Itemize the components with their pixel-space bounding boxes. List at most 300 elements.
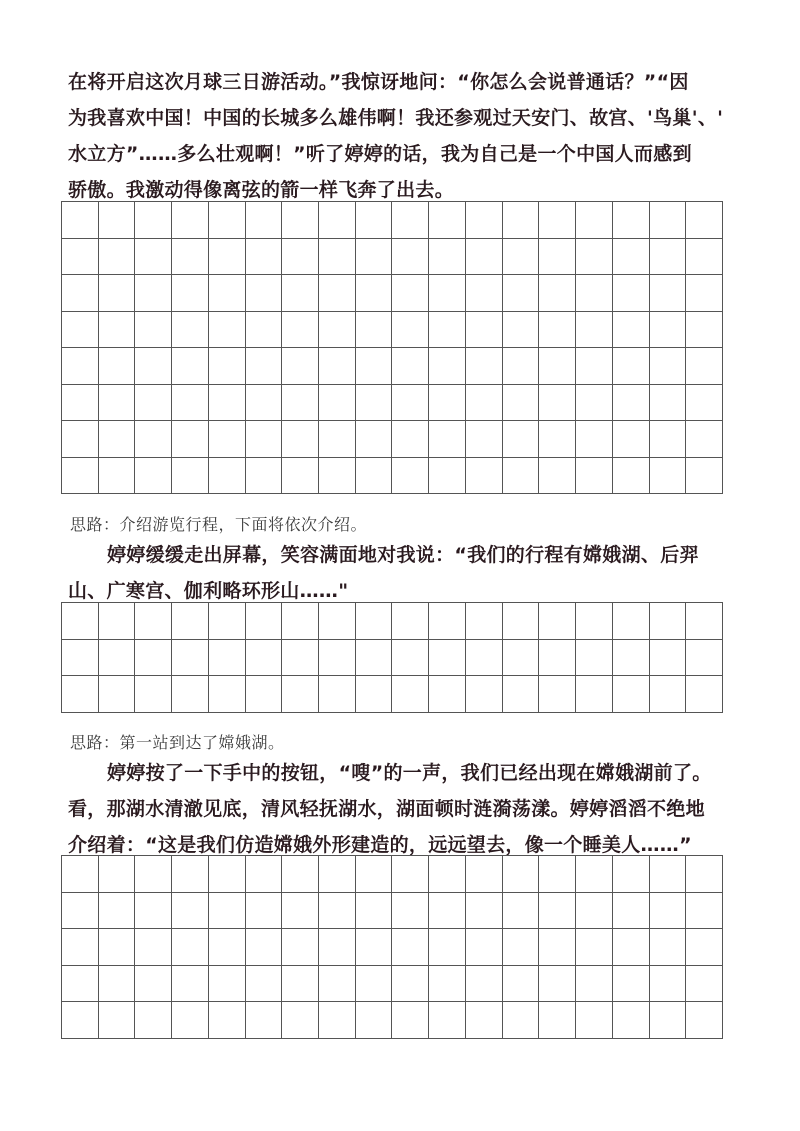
grid-cell[interactable]	[466, 676, 503, 713]
grid-cell[interactable]	[539, 856, 576, 893]
grid-cell[interactable]	[503, 348, 540, 385]
grid-cell[interactable]	[356, 421, 393, 458]
grid-cell[interactable]	[576, 966, 613, 1003]
grid-cell[interactable]	[135, 421, 172, 458]
grid-cell[interactable]	[99, 385, 136, 422]
grid-cell[interactable]	[172, 421, 209, 458]
grid-cell[interactable]	[172, 348, 209, 385]
grid-cell[interactable]	[62, 421, 99, 458]
grid-cell[interactable]	[209, 385, 246, 422]
grid-cell[interactable]	[392, 603, 429, 640]
grid-cell[interactable]	[319, 929, 356, 966]
grid-cell[interactable]	[209, 929, 246, 966]
grid-cell[interactable]	[246, 676, 283, 713]
grid-cell[interactable]	[576, 458, 613, 495]
grid-cell[interactable]	[319, 202, 356, 239]
grid-cell[interactable]	[319, 275, 356, 312]
grid-cell[interactable]	[356, 348, 393, 385]
grid-cell[interactable]	[539, 421, 576, 458]
grid-cell[interactable]	[99, 640, 136, 677]
writing-grid-2[interactable]	[61, 602, 723, 713]
grid-cell[interactable]	[356, 603, 393, 640]
grid-cell[interactable]	[650, 966, 687, 1003]
grid-cell[interactable]	[356, 275, 393, 312]
grid-cell[interactable]	[429, 421, 466, 458]
grid-cell[interactable]	[613, 348, 650, 385]
grid-cell[interactable]	[429, 676, 466, 713]
grid-cell[interactable]	[282, 856, 319, 893]
grid-cell[interactable]	[246, 929, 283, 966]
grid-cell[interactable]	[172, 275, 209, 312]
grid-cell[interactable]	[576, 275, 613, 312]
grid-cell[interactable]	[99, 966, 136, 1003]
grid-cell[interactable]	[392, 421, 429, 458]
grid-cell[interactable]	[172, 458, 209, 495]
grid-cell[interactable]	[650, 202, 687, 239]
grid-cell[interactable]	[466, 1002, 503, 1039]
grid-cell[interactable]	[503, 275, 540, 312]
grid-cell[interactable]	[686, 202, 723, 239]
grid-cell[interactable]	[135, 640, 172, 677]
grid-cell[interactable]	[99, 202, 136, 239]
grid-cell[interactable]	[246, 640, 283, 677]
grid-cell[interactable]	[356, 239, 393, 276]
grid-cell[interactable]	[650, 929, 687, 966]
grid-cell[interactable]	[539, 312, 576, 349]
grid-cell[interactable]	[62, 676, 99, 713]
grid-cell[interactable]	[686, 458, 723, 495]
writing-grid-1[interactable]	[61, 201, 723, 494]
grid-cell[interactable]	[429, 348, 466, 385]
grid-cell[interactable]	[246, 458, 283, 495]
grid-cell[interactable]	[99, 239, 136, 276]
grid-cell[interactable]	[539, 929, 576, 966]
grid-cell[interactable]	[209, 275, 246, 312]
grid-cell[interactable]	[209, 1002, 246, 1039]
grid-row	[62, 640, 723, 677]
grid-cell[interactable]	[466, 893, 503, 930]
grid-cell[interactable]	[246, 856, 283, 893]
grid-cell[interactable]	[135, 458, 172, 495]
grid-cell[interactable]	[135, 603, 172, 640]
grid-cell[interactable]	[650, 239, 687, 276]
grid-cell[interactable]	[282, 966, 319, 1003]
grid-cell[interactable]	[172, 856, 209, 893]
grid-cell[interactable]	[576, 603, 613, 640]
grid-cell[interactable]	[613, 239, 650, 276]
grid-cell[interactable]	[246, 275, 283, 312]
grid-cell[interactable]	[613, 458, 650, 495]
grid-cell[interactable]	[282, 1002, 319, 1039]
grid-cell[interactable]	[650, 421, 687, 458]
grid-cell[interactable]	[392, 202, 429, 239]
grid-cell[interactable]	[319, 1002, 356, 1039]
grid-cell[interactable]	[503, 640, 540, 677]
grid-cell[interactable]	[503, 929, 540, 966]
grid-cell[interactable]	[576, 239, 613, 276]
grid-cell[interactable]	[392, 966, 429, 1003]
grid-cell[interactable]	[62, 966, 99, 1003]
grid-cell[interactable]	[62, 385, 99, 422]
grid-cell[interactable]	[429, 966, 466, 1003]
grid-cell[interactable]	[135, 385, 172, 422]
grid-cell[interactable]	[135, 929, 172, 966]
grid-cell[interactable]	[282, 603, 319, 640]
grid-cell[interactable]	[392, 239, 429, 276]
grid-cell[interactable]	[282, 239, 319, 276]
grid-cell[interactable]	[319, 239, 356, 276]
grid-cell[interactable]	[429, 239, 466, 276]
grid-cell[interactable]	[246, 202, 283, 239]
grid-cell[interactable]	[539, 1002, 576, 1039]
grid-cell[interactable]	[650, 893, 687, 930]
grid-cell[interactable]	[135, 966, 172, 1003]
writing-grid-3[interactable]	[61, 855, 723, 1039]
grid-cell[interactable]	[282, 458, 319, 495]
grid-cell[interactable]	[429, 1002, 466, 1039]
grid-cell[interactable]	[246, 239, 283, 276]
grid-cell[interactable]	[686, 929, 723, 966]
grid-cell[interactable]	[209, 202, 246, 239]
grid-cell[interactable]	[135, 202, 172, 239]
grid-cell[interactable]	[503, 239, 540, 276]
grid-cell[interactable]	[539, 275, 576, 312]
grid-cell[interactable]	[466, 275, 503, 312]
grid-cell[interactable]	[356, 893, 393, 930]
grid-cell[interactable]	[686, 676, 723, 713]
grid-cell[interactable]	[539, 676, 576, 713]
grid-cell[interactable]	[503, 385, 540, 422]
grid-cell[interactable]	[246, 348, 283, 385]
grid-cell[interactable]	[650, 348, 687, 385]
grid-cell[interactable]	[172, 603, 209, 640]
grid-cell[interactable]	[429, 312, 466, 349]
grid-cell[interactable]	[209, 312, 246, 349]
grid-cell[interactable]	[99, 929, 136, 966]
grid-cell[interactable]	[613, 929, 650, 966]
grid-cell[interactable]	[613, 421, 650, 458]
grid-cell[interactable]	[246, 603, 283, 640]
grid-row	[62, 421, 723, 458]
grid-cell[interactable]	[246, 966, 283, 1003]
grid-cell[interactable]	[539, 239, 576, 276]
grid-cell[interactable]	[356, 312, 393, 349]
grid-cell[interactable]	[539, 348, 576, 385]
grid-cell[interactable]	[503, 458, 540, 495]
grid-cell[interactable]	[576, 893, 613, 930]
grid-cell[interactable]	[209, 603, 246, 640]
grid-cell[interactable]	[686, 856, 723, 893]
grid-cell[interactable]	[466, 348, 503, 385]
grid-cell[interactable]	[319, 603, 356, 640]
grid-cell[interactable]	[282, 676, 319, 713]
grid-cell[interactable]	[282, 929, 319, 966]
grid-cell[interactable]	[392, 676, 429, 713]
grid-cell[interactable]	[503, 421, 540, 458]
grid-cell[interactable]	[429, 202, 466, 239]
grid-cell[interactable]	[429, 640, 466, 677]
grid-cell[interactable]	[246, 312, 283, 349]
grid-cell[interactable]	[282, 640, 319, 677]
grid-cell[interactable]	[319, 856, 356, 893]
grid-cell[interactable]	[172, 929, 209, 966]
grid-cell[interactable]	[686, 893, 723, 930]
grid-cell[interactable]	[62, 1002, 99, 1039]
grid-cell[interactable]	[135, 1002, 172, 1039]
grid-cell[interactable]	[319, 966, 356, 1003]
grid-cell[interactable]	[429, 458, 466, 495]
grid-cell[interactable]	[503, 312, 540, 349]
grid-cell[interactable]	[576, 676, 613, 713]
grid-cell[interactable]	[576, 1002, 613, 1039]
grid-cell[interactable]	[466, 856, 503, 893]
grid-cell[interactable]	[62, 312, 99, 349]
grid-cell[interactable]	[613, 275, 650, 312]
grid-cell[interactable]	[466, 966, 503, 1003]
grid-cell[interactable]	[246, 1002, 283, 1039]
grid-cell[interactable]	[650, 856, 687, 893]
grid-cell[interactable]	[282, 893, 319, 930]
grid-cell[interactable]	[686, 275, 723, 312]
grid-cell[interactable]	[429, 385, 466, 422]
grid-cell[interactable]	[62, 239, 99, 276]
grid-cell[interactable]	[466, 421, 503, 458]
grid-cell[interactable]	[686, 421, 723, 458]
grid-cell[interactable]	[99, 348, 136, 385]
grid-cell[interactable]	[392, 275, 429, 312]
grid-cell[interactable]	[686, 239, 723, 276]
grid-cell[interactable]	[650, 312, 687, 349]
grid-cell[interactable]	[503, 603, 540, 640]
grid-cell[interactable]	[99, 1002, 136, 1039]
paragraph-1	[68, 64, 736, 208]
grid-cell[interactable]	[135, 239, 172, 276]
grid-cell[interactable]	[356, 458, 393, 495]
grid-cell[interactable]	[613, 676, 650, 713]
grid-cell[interactable]	[356, 929, 393, 966]
grid-cell[interactable]	[576, 856, 613, 893]
grid-cell[interactable]	[172, 1002, 209, 1039]
grid-cell[interactable]	[686, 1002, 723, 1039]
grid-cell[interactable]	[686, 385, 723, 422]
grid-cell[interactable]	[62, 348, 99, 385]
grid-cell[interactable]	[99, 893, 136, 930]
grid-cell[interactable]	[246, 385, 283, 422]
grid-cell[interactable]	[356, 856, 393, 893]
grid-cell[interactable]	[62, 856, 99, 893]
grid-cell[interactable]	[319, 385, 356, 422]
grid-cell[interactable]	[135, 275, 172, 312]
grid-cell[interactable]	[539, 640, 576, 677]
grid-cell[interactable]	[172, 239, 209, 276]
grid-cell[interactable]	[62, 603, 99, 640]
grid-cell[interactable]	[319, 458, 356, 495]
grid-cell[interactable]	[135, 893, 172, 930]
grid-cell[interactable]	[686, 348, 723, 385]
grid-cell[interactable]	[576, 421, 613, 458]
grid-cell[interactable]	[429, 603, 466, 640]
grid-cell[interactable]	[466, 239, 503, 276]
grid-cell[interactable]	[209, 458, 246, 495]
grid-cell[interactable]	[650, 275, 687, 312]
grid-cell[interactable]	[356, 1002, 393, 1039]
grid-cell[interactable]	[429, 929, 466, 966]
grid-cell[interactable]	[429, 856, 466, 893]
thinking-note-2: 思路：第一站到达了嫦娥湖。	[70, 733, 285, 752]
grid-row	[62, 385, 723, 422]
grid-cell[interactable]	[613, 312, 650, 349]
grid-cell[interactable]	[503, 1002, 540, 1039]
grid-cell[interactable]	[650, 385, 687, 422]
grid-cell[interactable]	[392, 312, 429, 349]
grid-cell[interactable]	[466, 929, 503, 966]
grid-cell[interactable]	[99, 856, 136, 893]
grid-cell[interactable]	[392, 458, 429, 495]
grid-cell[interactable]	[686, 640, 723, 677]
grid-cell[interactable]	[466, 385, 503, 422]
grid-cell[interactable]	[62, 275, 99, 312]
grid-cell[interactable]	[539, 893, 576, 930]
grid-cell[interactable]	[356, 676, 393, 713]
grid-cell[interactable]	[172, 202, 209, 239]
grid-cell[interactable]	[319, 893, 356, 930]
grid-cell[interactable]	[650, 676, 687, 713]
grid-cell[interactable]	[686, 966, 723, 1003]
grid-cell[interactable]	[319, 348, 356, 385]
grid-cell[interactable]	[209, 966, 246, 1003]
grid-cell[interactable]	[282, 275, 319, 312]
grid-cell[interactable]	[356, 202, 393, 239]
grid-cell[interactable]	[392, 929, 429, 966]
grid-cell[interactable]	[686, 312, 723, 349]
grid-cell[interactable]	[282, 348, 319, 385]
grid-cell[interactable]	[209, 856, 246, 893]
grid-cell[interactable]	[62, 640, 99, 677]
grid-cell[interactable]	[172, 312, 209, 349]
grid-cell[interactable]	[466, 312, 503, 349]
thinking-note-1: 思路：介绍游览行程，下面将依次介绍。	[70, 515, 368, 534]
grid-cell[interactable]	[99, 676, 136, 713]
grid-cell[interactable]	[576, 640, 613, 677]
grid-cell[interactable]	[282, 385, 319, 422]
paragraph-1-line-1: 在将开启这次月球三日游活动。”我惊讶地问：“你怎么会说普通话？”“因	[68, 71, 689, 93]
grid-cell[interactable]	[209, 421, 246, 458]
grid-cell[interactable]	[650, 458, 687, 495]
grid-cell[interactable]	[282, 312, 319, 349]
grid-cell[interactable]	[613, 385, 650, 422]
grid-cell[interactable]	[503, 966, 540, 1003]
grid-cell[interactable]	[392, 893, 429, 930]
grid-cell[interactable]	[135, 312, 172, 349]
grid-cell[interactable]	[392, 385, 429, 422]
grid-cell[interactable]	[392, 856, 429, 893]
grid-cell[interactable]	[99, 312, 136, 349]
grid-cell[interactable]	[135, 856, 172, 893]
grid-cell[interactable]	[539, 385, 576, 422]
grid-cell[interactable]	[503, 676, 540, 713]
grid-cell[interactable]	[576, 202, 613, 239]
grid-cell[interactable]	[650, 1002, 687, 1039]
grid-cell[interactable]	[466, 640, 503, 677]
grid-cell[interactable]	[319, 676, 356, 713]
grid-cell[interactable]	[319, 640, 356, 677]
grid-cell[interactable]	[99, 603, 136, 640]
grid-cell[interactable]	[539, 458, 576, 495]
grid-cell[interactable]	[246, 421, 283, 458]
grid-cell[interactable]	[686, 603, 723, 640]
grid-cell[interactable]	[576, 348, 613, 385]
grid-cell[interactable]	[319, 421, 356, 458]
grid-cell[interactable]	[613, 640, 650, 677]
grid-cell[interactable]	[172, 385, 209, 422]
grid-cell[interactable]	[392, 1002, 429, 1039]
grid-cell[interactable]	[613, 202, 650, 239]
grid-cell[interactable]	[172, 676, 209, 713]
grid-cell[interactable]	[62, 929, 99, 966]
grid-cell[interactable]	[209, 239, 246, 276]
grid-cell[interactable]	[613, 1002, 650, 1039]
grid-cell[interactable]	[282, 421, 319, 458]
grid-cell[interactable]	[539, 966, 576, 1003]
grid-cell[interactable]	[209, 348, 246, 385]
grid-row	[62, 929, 723, 966]
grid-cell[interactable]	[99, 458, 136, 495]
grid-cell[interactable]	[172, 640, 209, 677]
grid-cell[interactable]	[576, 385, 613, 422]
grid-cell[interactable]	[209, 640, 246, 677]
grid-row	[62, 893, 723, 930]
grid-cell[interactable]	[466, 603, 503, 640]
grid-cell[interactable]	[539, 202, 576, 239]
grid-cell[interactable]	[466, 458, 503, 495]
grid-cell[interactable]	[62, 458, 99, 495]
grid-cell[interactable]	[613, 856, 650, 893]
grid-cell[interactable]	[209, 676, 246, 713]
grid-cell[interactable]	[135, 676, 172, 713]
grid-cell[interactable]	[503, 202, 540, 239]
grid-cell[interactable]	[99, 421, 136, 458]
grid-cell[interactable]	[429, 893, 466, 930]
grid-cell[interactable]	[356, 640, 393, 677]
grid-cell[interactable]	[282, 202, 319, 239]
grid-cell[interactable]	[172, 966, 209, 1003]
grid-cell[interactable]	[429, 275, 466, 312]
grid-cell[interactable]	[650, 603, 687, 640]
grid-cell[interactable]	[356, 966, 393, 1003]
grid-cell[interactable]	[503, 856, 540, 893]
grid-cell[interactable]	[62, 202, 99, 239]
grid-cell[interactable]	[392, 348, 429, 385]
grid-cell[interactable]	[650, 640, 687, 677]
grid-cell[interactable]	[392, 640, 429, 677]
grid-cell[interactable]	[246, 893, 283, 930]
grid-cell[interactable]	[62, 893, 99, 930]
grid-cell[interactable]	[319, 312, 356, 349]
grid-cell[interactable]	[466, 202, 503, 239]
grid-cell[interactable]	[613, 603, 650, 640]
grid-cell[interactable]	[209, 893, 246, 930]
grid-cell[interactable]	[576, 312, 613, 349]
grid-cell[interactable]	[99, 275, 136, 312]
grid-cell[interactable]	[503, 893, 540, 930]
grid-cell[interactable]	[539, 603, 576, 640]
grid-cell[interactable]	[356, 385, 393, 422]
grid-cell[interactable]	[613, 966, 650, 1003]
grid-cell[interactable]	[613, 893, 650, 930]
grid-cell[interactable]	[576, 929, 613, 966]
grid-cell[interactable]	[135, 348, 172, 385]
grid-cell[interactable]	[172, 893, 209, 930]
